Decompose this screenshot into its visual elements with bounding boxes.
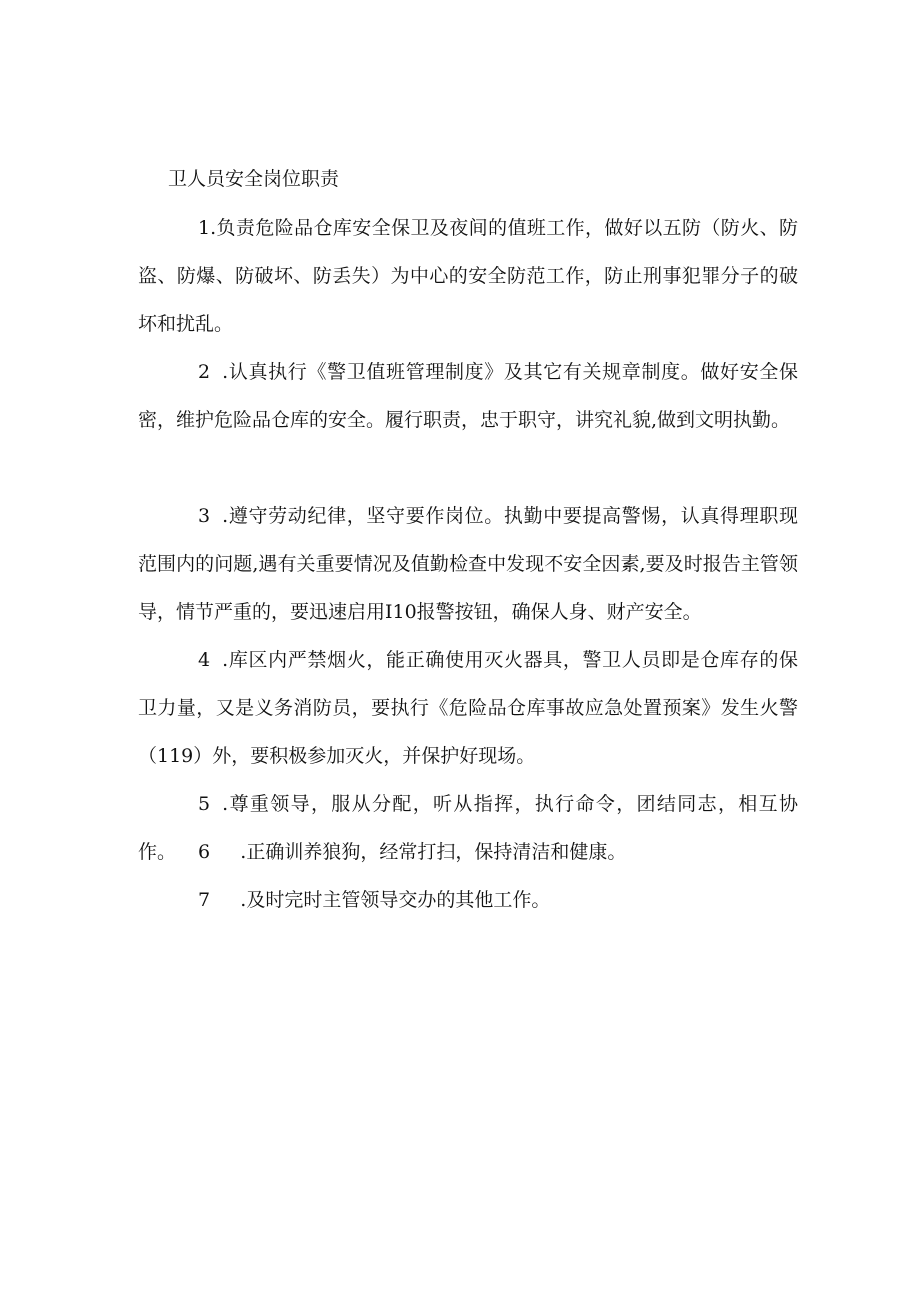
duty-item-number: 2 . bbox=[198, 361, 229, 383]
duty-item-text: 及时完时主管领导交办的其他工作。 bbox=[246, 889, 551, 911]
duty-item-number: 7 . bbox=[198, 889, 247, 911]
duty-item-1 bbox=[138, 204, 798, 348]
duty-item-number: 5 . bbox=[198, 793, 229, 815]
duty-item-7 bbox=[138, 876, 798, 924]
duty-item-2 bbox=[138, 348, 798, 444]
duty-item-number: 4 . bbox=[198, 649, 229, 671]
duty-item-number: 6 . bbox=[198, 841, 247, 863]
duty-item-number: 1. bbox=[198, 217, 217, 239]
duty-item-text: 遵守劳动纪律，坚守要作岗位。执勤中要提高警惕，认真得理职现范围内的问题,遇有关重要情况及值勤检查中发现不安全因素,要及时报告主管领导，情节严重的，要迅速启用I10报警按钮，确保人身、财产安全。 bbox=[138, 505, 798, 623]
duty-item-text: 库区内严禁烟火，能正确使用灭火器具，警卫人员即是仓库存的保卫力量，又是义务消防员，要执行《危险品仓库事故应急处置预案》发生火警（119）外，要积极参加灭火，并保护好现场。 bbox=[138, 649, 798, 767]
duty-item-text: 认真执行《警卫值班管理制度》及其它有关规章制度。做好安全保密，维护危险品仓库的安全。履行职责，忠于职守，讲究礼貌,做到文明执勤。 bbox=[138, 361, 798, 431]
duty-item-6 bbox=[138, 828, 798, 876]
duty-item-text: 负责危险品仓库安全保卫及夜间的值班工作，做好以五防（防火、防盗、防爆、防破坏、防丢失）为中心的安全防范工作，防止刑事犯罪分子的破坏和扰乱。 bbox=[138, 217, 798, 335]
document-title: 卫人员安全岗位职责 bbox=[168, 168, 340, 190]
duty-item-number: 3 . bbox=[198, 505, 229, 527]
duty-item-text: 尊重领导，服从分配，听从指挥，执行命令，团结同志，相互协作。 bbox=[138, 793, 798, 863]
duty-item-3 bbox=[138, 492, 798, 636]
duty-item-4 bbox=[138, 636, 798, 780]
duty-item-text: 正确训养狼狗，经常打扫，保持清洁和健康。 bbox=[246, 841, 627, 863]
